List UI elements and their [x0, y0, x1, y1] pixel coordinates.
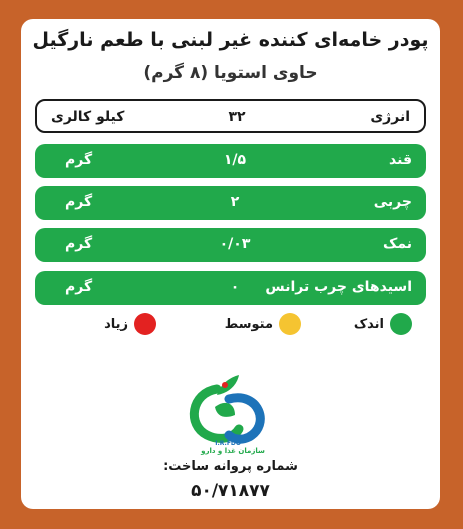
nutrient-unit: گرم — [65, 194, 93, 210]
nutrient-unit: گرم — [65, 279, 93, 295]
logo-text-fa: سازمان غذا و دارو — [201, 447, 265, 455]
nutrient-value: ۲ — [230, 194, 240, 210]
traffic-light-legend — [35, 313, 426, 343]
yellow-dot-icon — [279, 313, 301, 335]
nutrition-label-card — [21, 19, 440, 509]
nutrient-name: اسیدهای چرب ترانس — [265, 279, 412, 295]
red-dot-icon — [134, 313, 156, 335]
nutrient-value: ۳۲ — [228, 109, 246, 125]
product-subtitle: حاوی استویا (۸ گرم) — [143, 63, 318, 83]
legend-low — [354, 313, 412, 335]
nutrient-unit: گرم — [65, 236, 93, 252]
nutrient-value: ۰/۰۳ — [219, 236, 251, 252]
green-dot-icon — [390, 313, 412, 335]
nutrition-row-energy — [35, 99, 426, 133]
nutrition-row-sugar — [35, 144, 426, 178]
legend-high-label: زیاد — [104, 316, 128, 332]
nutrient-value: ۰ — [230, 279, 240, 295]
nutrient-unit: گرم — [65, 152, 93, 168]
product-title: پودر خامه‌ای کننده غیر لبنی با طعم نارگیل — [32, 29, 429, 51]
legend-medium-label: متوسط — [224, 316, 273, 332]
nutrient-value: ۱/۵ — [223, 152, 247, 168]
nutrition-row-salt — [35, 228, 426, 262]
permit-number: ۵۰/۷۱۸۷۷ — [191, 481, 270, 501]
nutrient-name: قند — [389, 152, 412, 168]
nutrition-row-fat — [35, 186, 426, 220]
nutrient-unit: کیلو کالری — [51, 109, 125, 125]
legend-medium — [225, 313, 301, 335]
nutrient-name: نمک — [383, 236, 412, 252]
fda-logo-icon — [177, 369, 287, 455]
permit-label: شماره پروانه ساخت: — [163, 459, 298, 474]
legend-high — [104, 313, 156, 335]
nutrient-name: انرژی — [370, 109, 410, 125]
logo-text-en: I.R.FDO — [215, 440, 241, 447]
legend-low-label: اندک — [353, 316, 384, 332]
nutrient-name: چربی — [373, 194, 412, 210]
nutrition-row-trans-fat — [35, 271, 426, 305]
